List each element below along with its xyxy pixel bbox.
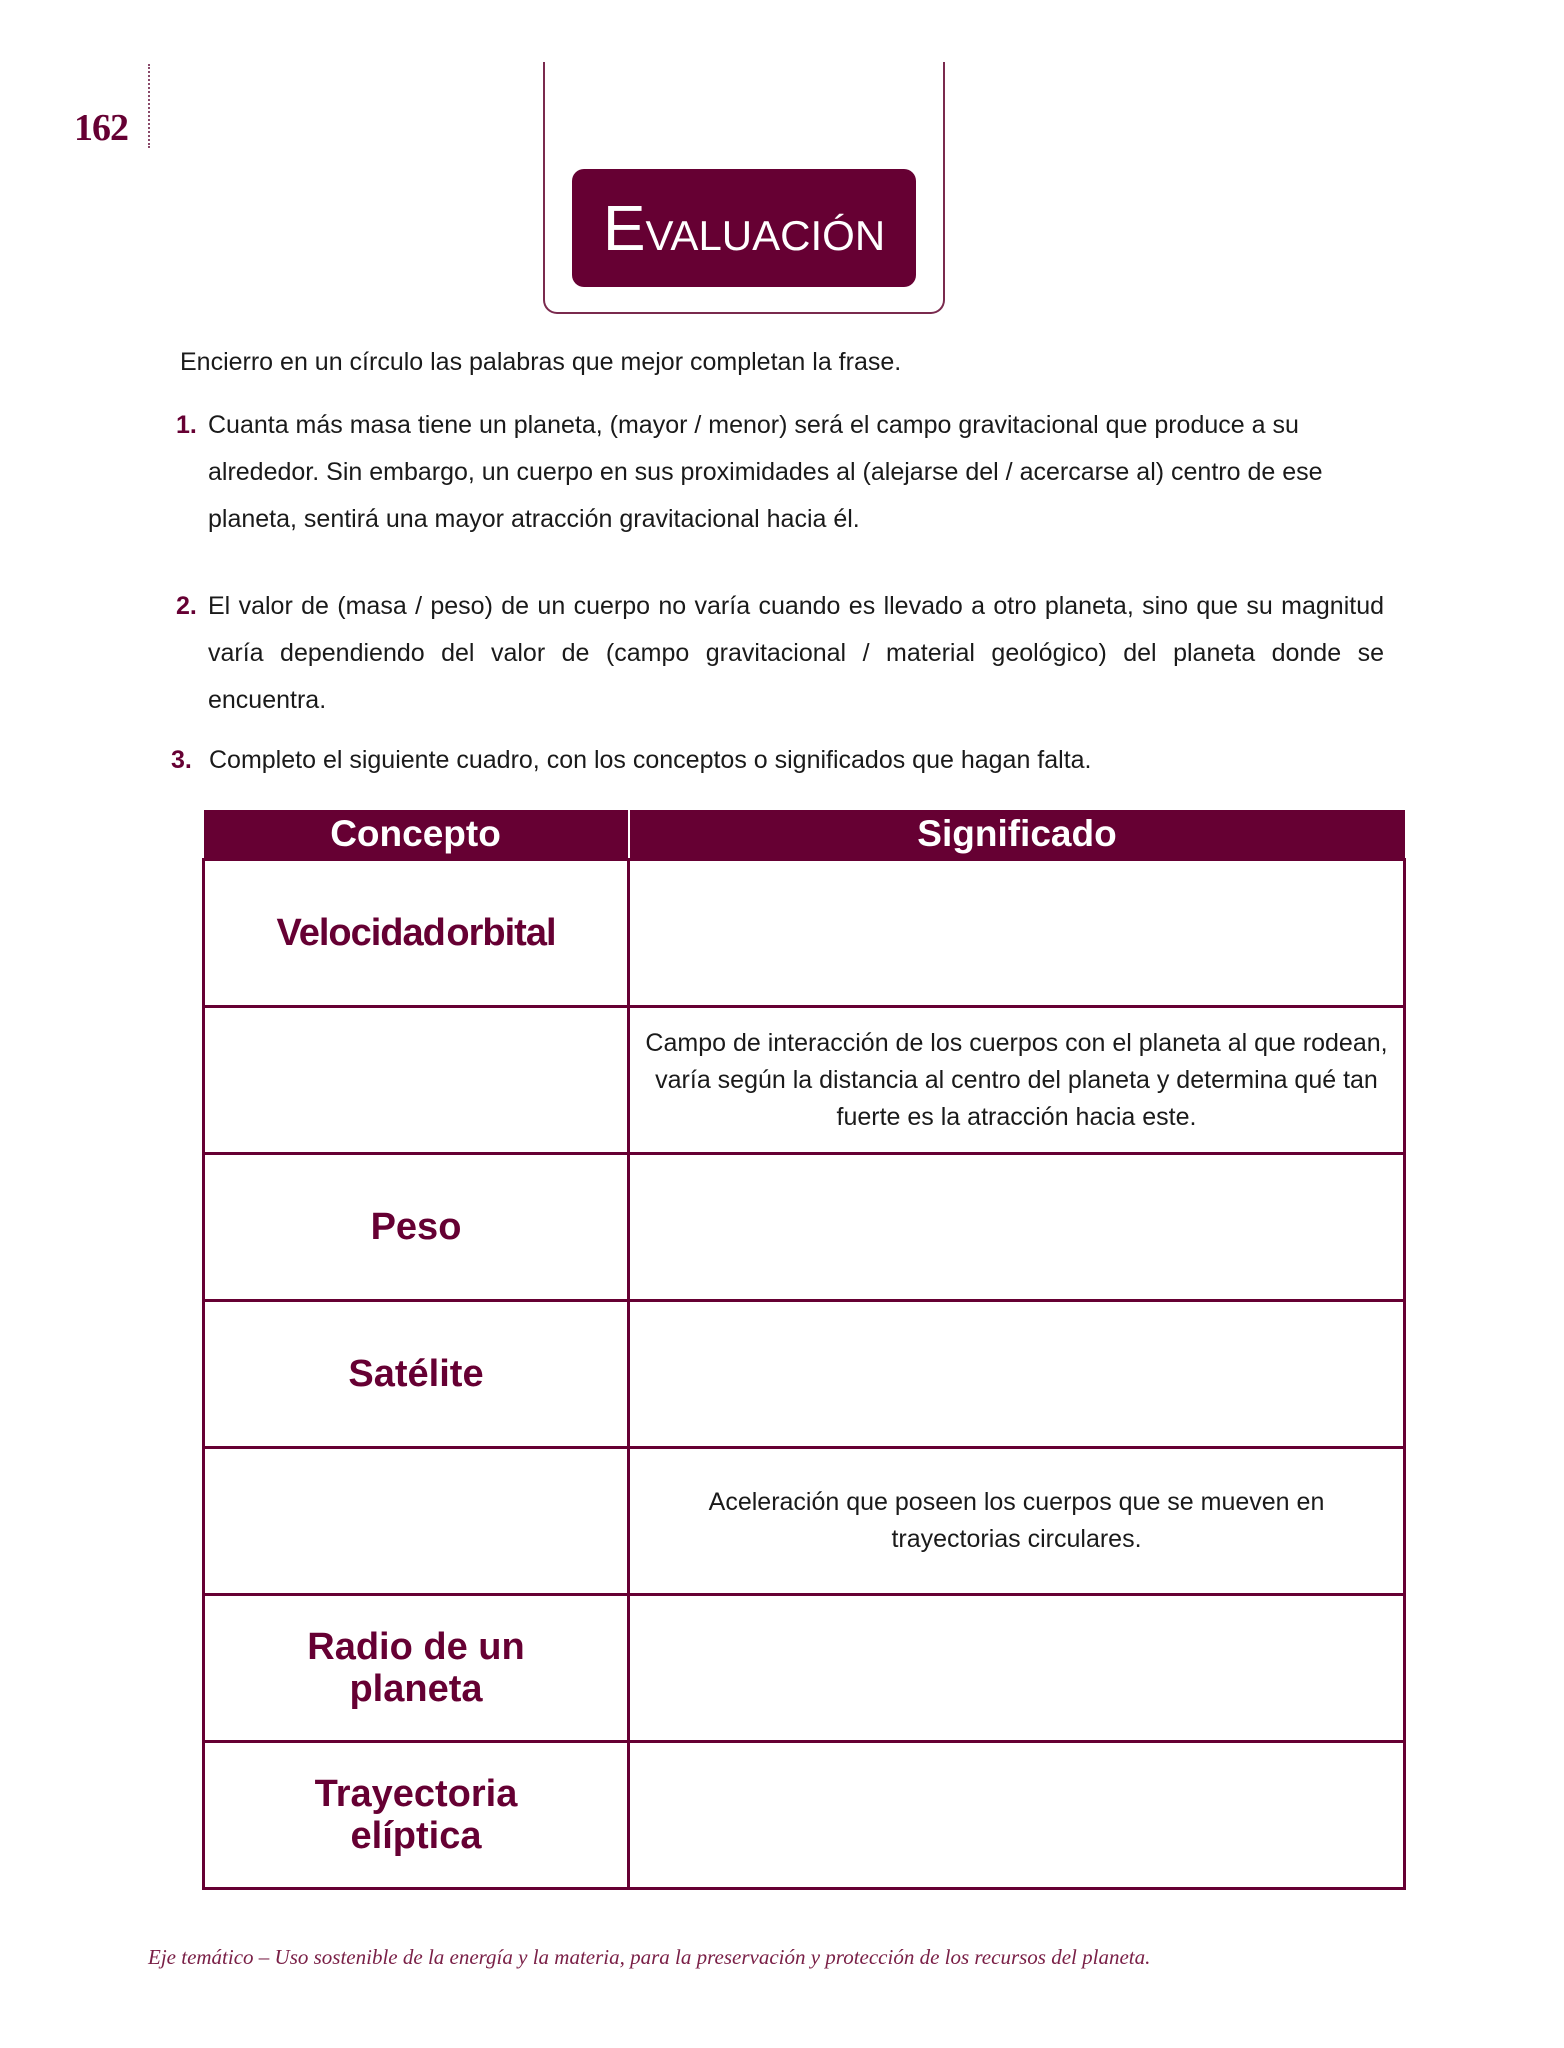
question-number: 3. bbox=[171, 746, 192, 774]
table-row bbox=[204, 1448, 1405, 1595]
table-row bbox=[204, 1301, 1405, 1448]
concept-cell[interactable] bbox=[204, 1448, 629, 1595]
meaning-cell[interactable]: Campo de interacción de los cuerpos con el planeta al que rodean, varía según la distancia al centro del planeta y determina qué tan fuerte es la atracción hacia este. bbox=[629, 1007, 1405, 1154]
question-text: Cuanta más masa tiene un planeta, (mayor / menor) será el campo gravitacional que produce a su alrededor. Sin embargo, un cuerpo en sus proximidades al (alejarse del / acercarse al) centro de ese planeta, sentirá una mayor atracción gravitacional hacia él. bbox=[208, 411, 1323, 533]
concept-table bbox=[202, 810, 1406, 1890]
table-row bbox=[204, 1154, 1405, 1301]
concept-cell[interactable]: Peso bbox=[204, 1154, 629, 1301]
footer-thematic-axis: Eje temático – Uso sostenible de la energía y la materia, para la preservación y protección de los recursos del planeta. bbox=[148, 1945, 1151, 1969]
concept-cell[interactable]: Velocidad orbital bbox=[204, 860, 629, 1007]
header-significado: Significado bbox=[629, 810, 1405, 860]
meaning-cell[interactable] bbox=[629, 860, 1405, 1007]
meaning-cell[interactable]: Aceleración que poseen los cuerpos que se mueven en trayectorias circulares. bbox=[629, 1448, 1405, 1595]
page-number: 162 bbox=[74, 107, 128, 149]
concept-cell[interactable]: Satélite bbox=[204, 1301, 629, 1448]
concept-cell[interactable]: Radio de un planeta bbox=[204, 1595, 629, 1742]
table-row bbox=[204, 1007, 1405, 1154]
table-row bbox=[204, 1595, 1405, 1742]
section-title-initial: E bbox=[602, 192, 646, 264]
section-title bbox=[603, 191, 885, 265]
meaning-cell[interactable] bbox=[629, 1154, 1405, 1301]
concept-cell[interactable] bbox=[204, 1007, 629, 1154]
question-text: Completo el siguiente cuadro, con los conceptos o significados que hagan falta. bbox=[209, 746, 1092, 774]
question-number: 1. bbox=[176, 411, 197, 439]
instructions: Encierro en un círculo las palabras que mejor completan la frase. bbox=[180, 348, 902, 376]
table-row bbox=[204, 860, 1405, 1007]
question-2 bbox=[176, 583, 1384, 724]
question-3 bbox=[171, 737, 1379, 784]
page-number-divider bbox=[148, 64, 150, 148]
question-number: 2. bbox=[176, 592, 197, 620]
section-title-banner bbox=[572, 169, 916, 287]
header-concepto: Concepto bbox=[204, 810, 629, 860]
question-text: El valor de (masa / peso) de un cuerpo no varía cuando es llevado a otro planeta, sino que su magnitud varía dependiendo del valor de (campo gravitacional / material geológico) del planeta donde se encuentra. bbox=[208, 592, 1384, 714]
meaning-cell[interactable] bbox=[629, 1595, 1405, 1742]
question-1 bbox=[176, 402, 1384, 543]
concept-cell[interactable]: Trayectoria elíptica bbox=[204, 1742, 629, 1889]
section-title-rest: VALUACIÓN bbox=[645, 212, 886, 259]
meaning-cell[interactable] bbox=[629, 1742, 1405, 1889]
meaning-cell[interactable] bbox=[629, 1301, 1405, 1448]
table-header-row bbox=[204, 810, 1405, 860]
table-row bbox=[204, 1742, 1405, 1889]
